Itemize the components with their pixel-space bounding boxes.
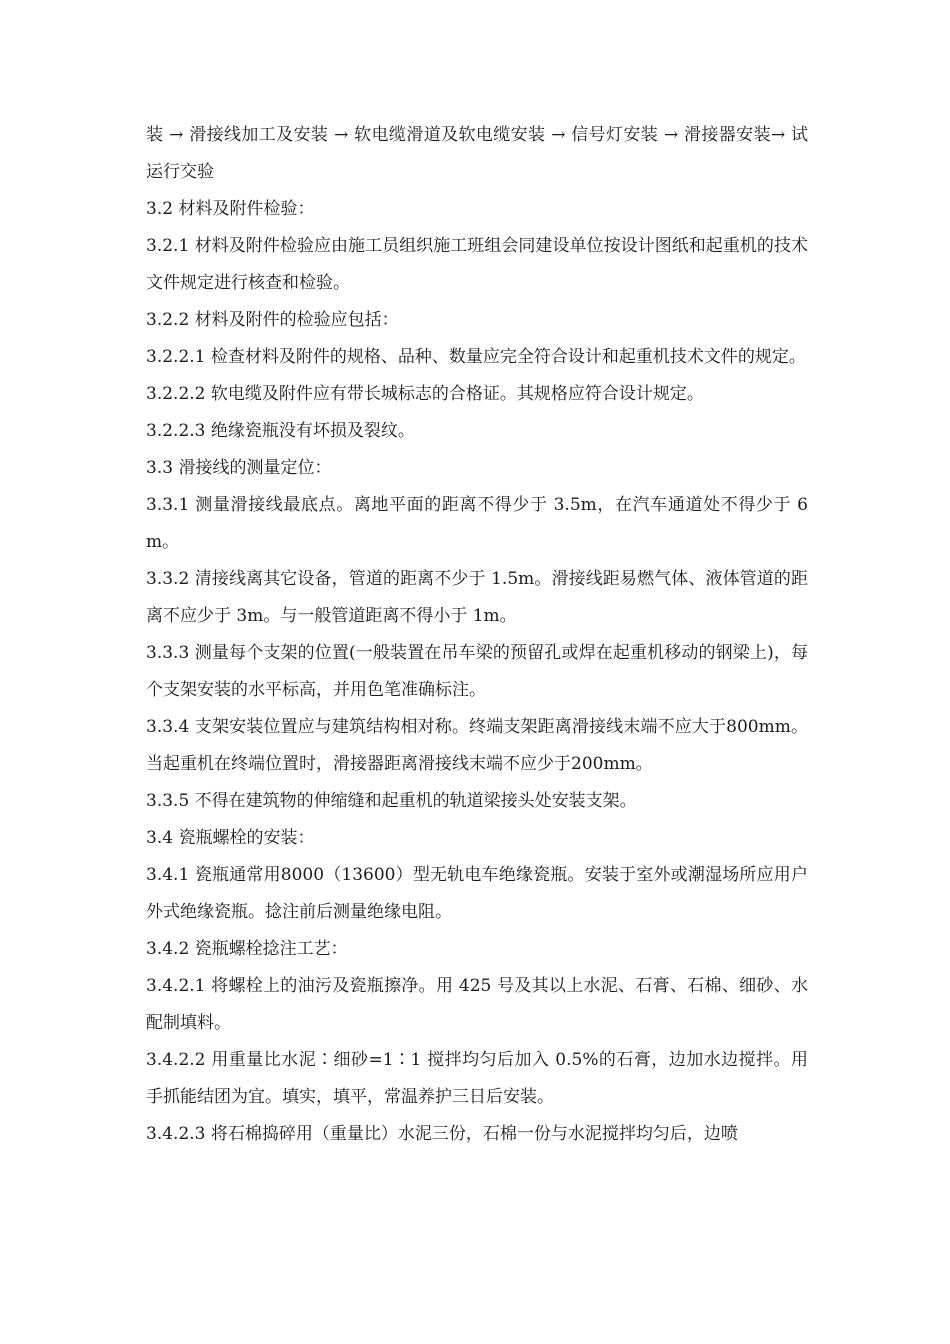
paragraph-3-3-1: 3.3.1 测量滑接线最底点。离地平面的距离不得少于 3.5m，在汽车通道处不得少于 6m。 — [146, 495, 808, 552]
paragraph-3-2-2-2: 3.2.2.2 软电缆及附件应有带长城标志的合格证。其规格应符合设计规定。 — [146, 384, 704, 404]
paragraph-3-3-3: 3.3.3 测量每个支架的位置(一般装置在吊车梁的预留孔或焊在起重机移动的钢梁上)，每个支架安装的水平标高，并用色笔准确标注。 — [146, 643, 808, 700]
paragraph-3-2-2-1: 3.2.2.1 检查材料及附件的规格、品种、数量应完全符合设计和起重机技术文件的规定。 — [146, 347, 806, 367]
heading-3-2-material-inspection: 3.2 材料及附件检验： — [146, 199, 315, 219]
paragraph-process-flow-continued: 装 → 滑接线加工及安装 → 软电缆滑道及软电缆安装 → 信号灯安装 → 滑接器安装→ 试运行交验 — [146, 125, 808, 182]
paragraph-3-2-2: 3.2.2 材料及附件的检验应包括： — [146, 310, 399, 330]
document-body — [146, 117, 808, 1153]
paragraph-3-4-2: 3.4.2 瓷瓶螺栓捻注工艺： — [146, 939, 348, 959]
paragraph-3-2-1: 3.2.1 材料及附件检验应由施工员组织施工班组会同建设单位按设计图纸和起重机的技术文件规定进行核查和检验。 — [146, 236, 808, 293]
paragraph-3-2-2-3: 3.2.2.3 绝缘瓷瓶没有坏损及裂纹。 — [146, 421, 415, 441]
paragraph-3-4-2-3: 3.4.2.3 将石棉捣碎用（重量比）水泥三份，石棉一份与水泥搅拌均匀后，边喷 — [146, 1124, 738, 1144]
paragraph-3-3-5: 3.3.5 不得在建筑物的伸缩缝和起重机的轨道梁接头处安装支架。 — [146, 791, 637, 811]
heading-3-4-insulator-bolt-installation: 3.4 瓷瓶螺栓的安装： — [146, 828, 315, 848]
paragraph-3-4-1: 3.4.1 瓷瓶通常用8000（13600）型无轨电车绝缘瓷瓶。安装于室外或潮湿场所应用户外式绝缘瓷瓶。捻注前后测量绝缘电阻。 — [146, 865, 808, 922]
paragraph-3-4-2-1: 3.4.2.1 将螺栓上的油污及瓷瓶擦净。用 425 号及其以上水泥、石膏、石棉、细砂、水配制填料。 — [146, 976, 808, 1033]
paragraph-3-4-2-2: 3.4.2.2 用重量比水泥∶细砂=1∶1 搅拌均匀后加入 0.5%的石膏，边加水边搅拌。用手抓能结团为宜。填实，填平，常温养护三日后安装。 — [146, 1050, 808, 1107]
paragraph-3-3-2: 3.3.2 清接线离其它设备，管道的距离不少于 1.5m。滑接线距易燃气体、液体管道的距离不应少于 3m。与一般管道距离不得小于 1m。 — [146, 569, 808, 626]
paragraph-3-3-4: 3.3.4 支架安装位置应与建筑结构相对称。终端支架距离滑接线末端不应大于800mm。当起重机在终端位置时，滑接器距离滑接线末端不应少于200mm。 — [146, 717, 808, 774]
heading-3-3-measurement-positioning: 3.3 滑接线的测量定位： — [146, 458, 332, 478]
